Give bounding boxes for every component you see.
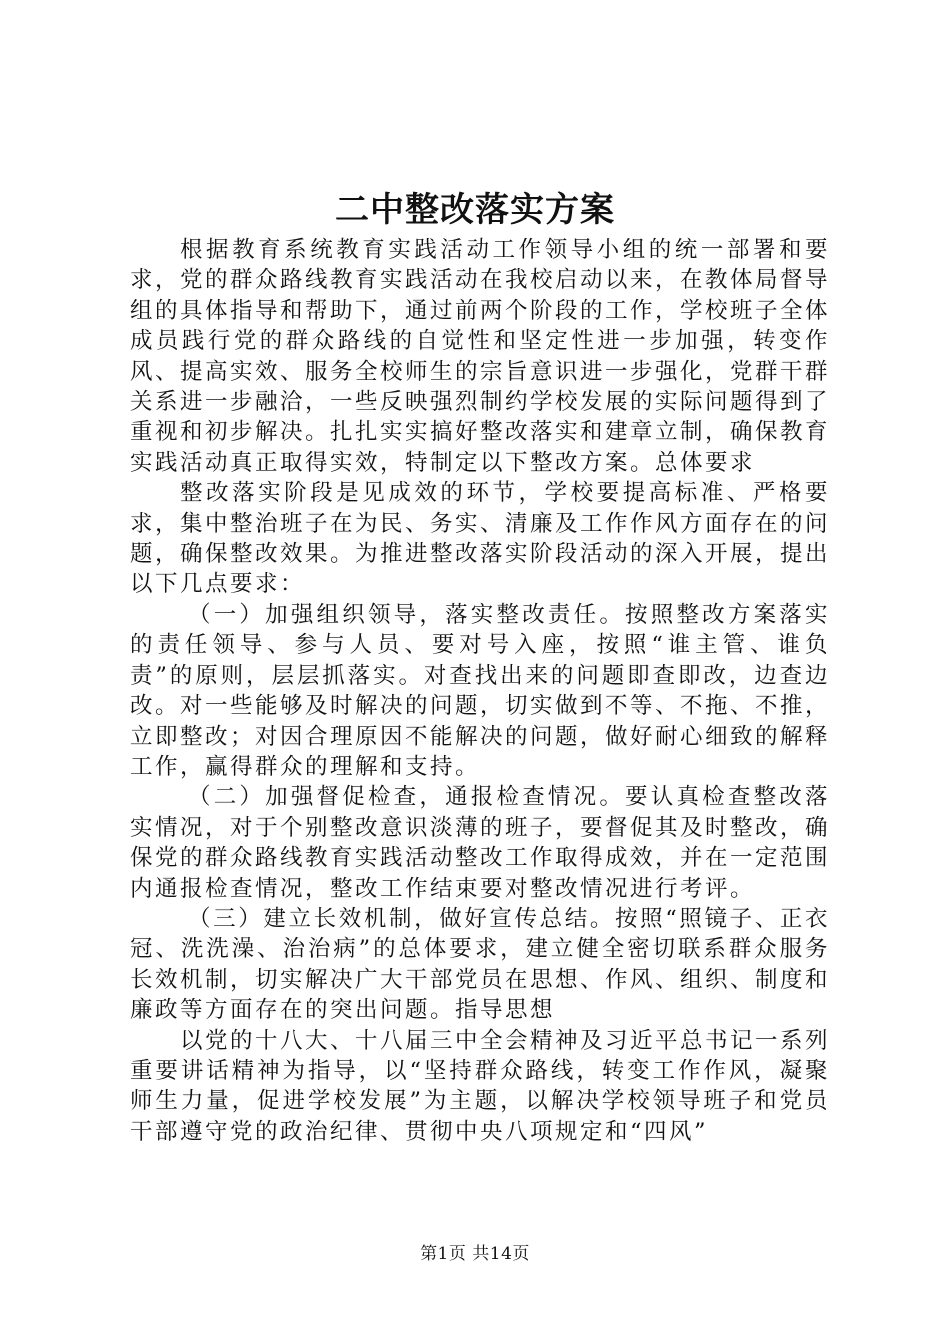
paragraph-guiding-ideology: 以党的十八大、十八届三中全会精神及习近平总书记一系列重要讲话精神为指导，以“坚持群众路线，转变工作作风，凝聚师生力量，促进学校发展”为主题，以解决学校领导班子和党员干部遵守党的政治纪律、贯彻中央八项规定和“四风” [130, 1027, 831, 1145]
page-number-footer: 第1页 共14页 [420, 1244, 530, 1264]
paragraph-requirements: 整改落实阶段是见成效的环节，学校要提高标准、严格要求，集中整治班子在为民、务实、清廉及工作作风方面存在的问题，确保整改效果。为推进整改落实阶段活动的深入开展，提出以下几点要求： [130, 480, 831, 598]
paragraph-item-2: （二）加强督促检查，通报检查情况。要认真检查整改落实情况，对于个别整改意识淡薄的班子，要督促其及时整改，确保党的群众路线教育实践活动整改工作取得成效，并在一定范围内通报检查情况，整改工作结束要对整改情况进行考评。 [130, 784, 831, 902]
document-title: 二中整改落实方案 [335, 190, 615, 230]
document-body [130, 235, 830, 1147]
paragraph-item-1: （一）加强组织领导，落实整改责任。按照整改方案落实的责任领导、参与人员、要对号入座，按照“谁主管、谁负责”的原则，层层抓落实。对查找出来的问题即查即改，边查边改。对一些能够及时解决的问题，切实做到不等、不拖、不推，立即整改；对因合理原因不能解决的问题，做好耐心细致的解释工作，赢得群众的理解和支持。 [130, 601, 831, 780]
paragraph-intro: 根据教育系统教育实践活动工作领导小组的统一部署和要求，党的群众路线教育实践活动在我校启动以来，在教体局督导组的具体指导和帮助下，通过前两个阶段的工作，学校班子全体成员践行党的群众路线的自觉性和坚定性进一步加强，转变作风、提高实效、服务全校师生的宗旨意识进一步强化，党群干群关系进一步融洽，一些反映强烈制约学校发展的实际问题得到了重视和初步解决。扎扎实实搞好整改落实和建章立制，确保教育实践活动真正取得实效，特制定以下整改方案。总体要求 [130, 237, 831, 476]
paragraph-item-3: （三）建立长效机制，做好宣传总结。按照“照镜子、正衣冠、洗洗澡、治治病”的总体要求，建立健全密切联系群众服务长效机制，切实解决广大干部党员在思想、作风、组织、制度和廉政等方面存在的突出问题。指导思想 [130, 905, 831, 1024]
